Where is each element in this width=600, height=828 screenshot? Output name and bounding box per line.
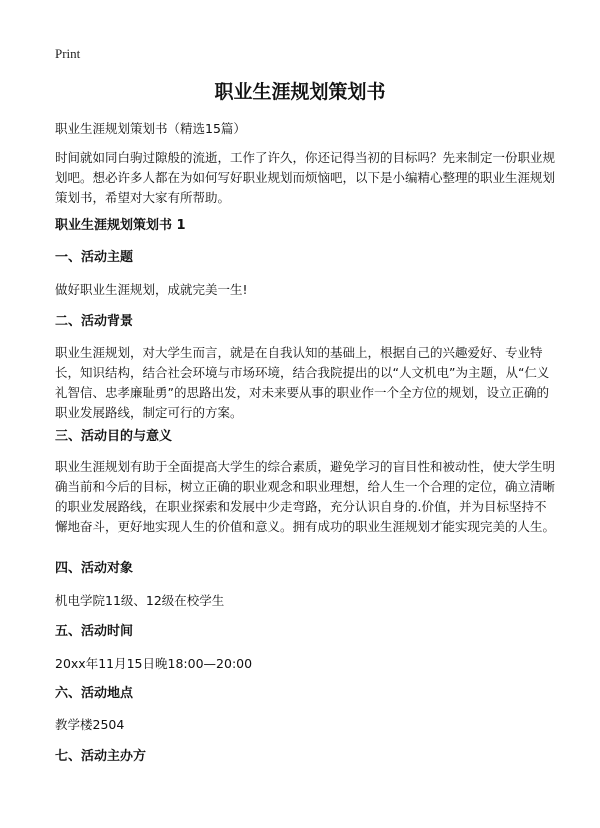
intro-paragraph: 时间就如同白驹过隙般的流逝，工作了许久，你还记得当初的目标吗？先来制定一份职业规划吧。想必许多人都在为如何写好职业规划而烦恼吧，以下是小编精心整理的职业生涯规划策划书，希望对大家有所帮助。 [55,150,556,205]
section-heading-background: 二、活动背景 [55,314,134,329]
section-body-theme: 做好职业生涯规划，成就完美一生! [55,282,248,297]
section-body-audience: 机电学院11级、12级在校学生 [55,593,225,608]
document-title: 职业生涯规划策划书 [214,81,386,103]
document-subtitle: 职业生涯规划策划书（精选15篇） [55,121,246,136]
section-body-time: 20xx年11月15日晚18:00—20:00 [55,656,253,671]
section-heading-organizer: 七、活动主办方 [55,749,147,764]
section-title: 职业生涯规划策划书 1 [55,218,186,233]
section-heading-audience: 四、活动对象 [55,561,134,576]
section-body-location: 教学楼2504 [55,717,125,732]
section-heading-time: 五、活动时间 [55,624,134,639]
section-body-background: 职业生涯规划，对大学生而言，就是在自我认知的基础上，根据自己的兴趣爱好、专业特长，知识结构，结合社会环境与市场环境，结合我院提出的以“人文机电”为主题，从“仁义礼智信、忠孝廉耻勇”的思路出发，对未来要从事的职业作一个全方位的规划，设立正确的职业发展路线，制定可行的方案。 [55,345,550,420]
section-heading-theme: 一、活动主题 [55,250,134,265]
section-body-purpose: 职业生涯规划有助于全面提高大学生的综合素质，避免学习的盲目性和被动性，使大学生明确当前和今后的目标，树立正确的职业观念和职业理想，给人生一个合理的定位，确立清晰的职业发展路线，在职业探索和发展中少走弯路，充分认识自身的.价值，并为目标坚持不懈地奋斗，更好地实现人生的价值和意义。拥有成功的职业生涯规划才能实现完美的人生。 [55,459,556,534]
print-link[interactable]: Print [55,46,81,61]
section-heading-location: 六、活动地点 [55,686,134,701]
section-heading-purpose: 三、活动目的与意义 [55,429,173,444]
